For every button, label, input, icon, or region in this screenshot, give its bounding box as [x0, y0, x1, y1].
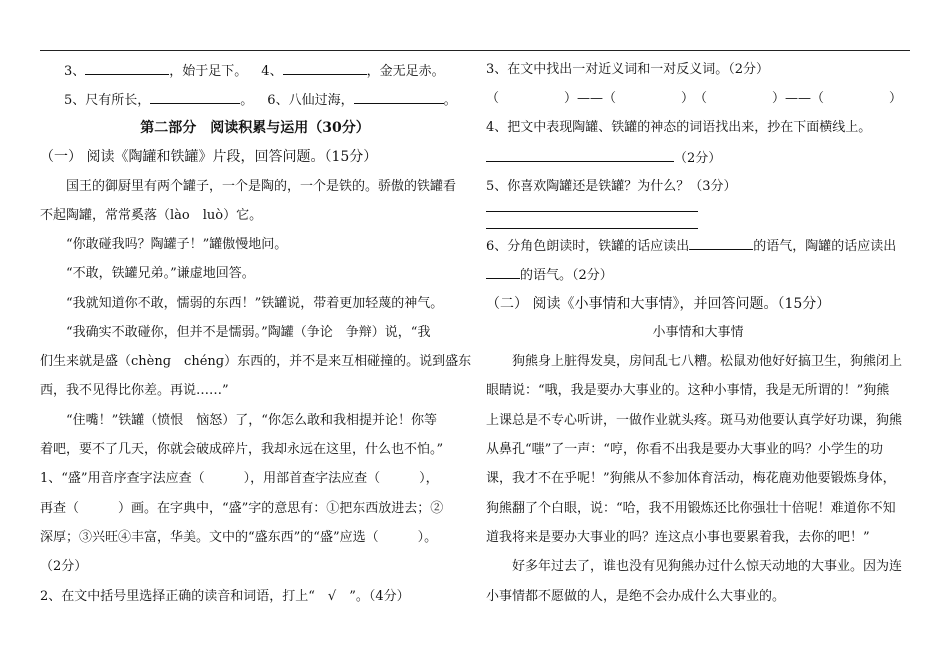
passage2-line: 眼睛说：“哦，我是要办大事业的。这种小事情，我是无所谓的！”狗熊	[486, 383, 890, 398]
q6-end: 。	[443, 93, 457, 108]
question-1-score: （2分）	[40, 559, 88, 574]
passage2-line: 课，我才不在乎呢！”狗熊从不参加体育活动，梅花鹿劝他要锻炼身体，	[486, 471, 896, 486]
q5-end: 。	[240, 93, 254, 108]
question-2: 2、在文中括号里选择正确的读音和词语，打上“ √ ”。（4分）	[40, 589, 410, 604]
passage1-line: “我就知道你不敢，懦弱的东西！”铁罐说，带着更加轻蔑的神气。	[66, 296, 444, 311]
question-3: 3、在文中找出一对近义词和一对反义词。（2分）	[486, 62, 770, 77]
q3-blank[interactable]	[85, 61, 169, 75]
passage2-line: 狗熊翻了个白眼，说：“哈，我不用锻炼还比你强壮十倍呢！难道你不知	[486, 501, 896, 516]
q4-answer-line[interactable]	[486, 148, 674, 162]
passage1-line: “住嘴！”铁罐（愤恨 恼怒）了，“你怎么敢和我相提并论！你等	[66, 413, 437, 428]
passage2-line: 好多年过去了，谁也没有见狗熊办过什么惊天动地的大事业。因为连	[512, 559, 903, 574]
q3-q4-line	[64, 61, 445, 81]
q5-blank[interactable]	[150, 90, 240, 104]
question-1: 再查（ ）画。在字典中，“盛”字的意思有：①把东西放进去；②	[40, 501, 444, 516]
q6-text-3: 的语气。（2分）	[520, 268, 613, 283]
q4-label: 4、	[261, 64, 283, 79]
passage2-line: 道我将来是要办大事业的吗？连这点小事也要累着我，去你的吧！”	[486, 530, 870, 545]
q4-text: ，金无足赤。	[366, 64, 445, 79]
q6-text-2: 的语气，陶罐的话应读出	[753, 239, 897, 254]
q5-answer-line-1[interactable]	[486, 211, 698, 212]
q6-blank[interactable]	[354, 90, 444, 104]
q6-blank-2[interactable]	[486, 265, 520, 279]
q4-blank[interactable]	[283, 61, 367, 75]
story-title: 小事情和大事情	[652, 325, 744, 340]
question-1: 1、“盛”用音序查字法应查（ ），用部首查字法应查（ ），	[40, 471, 439, 486]
question-1: 深厚；③兴旺④丰富，华美。文中的“盛东西”的“盛”应选（ ）。	[40, 530, 438, 545]
passage1-line: “不敢，铁罐兄弟。”谦虚地回答。	[66, 266, 255, 281]
q6-text-1: 6、分角色朗读时，铁罐的话应读出	[486, 239, 690, 254]
question-5: 5、你喜欢陶罐还是铁罐？为什么？（3分）	[486, 179, 737, 194]
passage2-line: 小事情都不愿做的人，是绝不会办成什么大事业的。	[486, 589, 786, 604]
q5-text: 5、尺有所长，	[64, 93, 151, 108]
passage1-line: 国王的御厨里有两个罐子，一个是陶的，一个是铁的。骄傲的铁罐看	[66, 179, 457, 194]
passage1-line: 不起陶罐，常常奚落（lào luò）它。	[40, 208, 263, 223]
passage1-line: “你敢碰我吗？陶罐子！”罐傲慢地问。	[66, 237, 288, 252]
passage1-line: 们生来就是盛（chènɡ chénɡ）东西的，并不是来互相碰撞的。说到盛东	[40, 354, 472, 369]
passage1-line: “我确实不敢碰你，但并不是懦弱。”陶罐（争论 争辩）说，“我	[66, 325, 431, 340]
question-4: 4、把文中表现陶罐、铁罐的神态的词语找出来，抄在下面横线上。	[486, 120, 872, 135]
top-divider	[40, 50, 910, 51]
passage1-line: 着吧，要不了几天，你就会破成碎片，我却永远在这里，什么也不怕。”	[40, 442, 444, 457]
passage2-line: 从鼻孔“嗤”了一声：“哼，你看不出我是要办大事业的吗？小学生的功	[486, 442, 883, 457]
question-6-cont	[486, 265, 613, 285]
q3-text: ，始于足下。	[169, 64, 248, 79]
part2-title: 第二部分 阅读积累与运用（30分）	[140, 120, 370, 136]
question-3-blanks[interactable]: （ ）——（ ） （ ）——（ ）	[486, 91, 903, 106]
passage1-line: 西，我不见得比你差。再说……”	[40, 383, 229, 398]
q6-blank-1[interactable]	[689, 236, 753, 250]
question-4-answer	[486, 148, 721, 168]
q5-answer-line-2[interactable]	[486, 228, 698, 229]
q5-q6-line	[64, 90, 457, 110]
question-6	[486, 236, 896, 256]
q4-score: （2分）	[674, 151, 722, 166]
passage2-line: 上课总是不专心听讲，一做作业就头疼。斑马劝他要认真学好功课，狗熊	[486, 413, 903, 428]
passage2-line: 狗熊身上脏得发臭，房间乱七八糟。松鼠劝他好好搞卫生，狗熊闭上	[512, 354, 903, 369]
section2-title: （二） 阅读《小事情和大事情》，并回答问题。（15分）	[486, 296, 831, 312]
section1-title: （一） 阅读《陶罐和铁罐》片段，回答问题。（15分）	[40, 149, 378, 165]
q6-text: 6、八仙过海，	[267, 93, 354, 108]
q3-label: 3、	[64, 64, 86, 79]
